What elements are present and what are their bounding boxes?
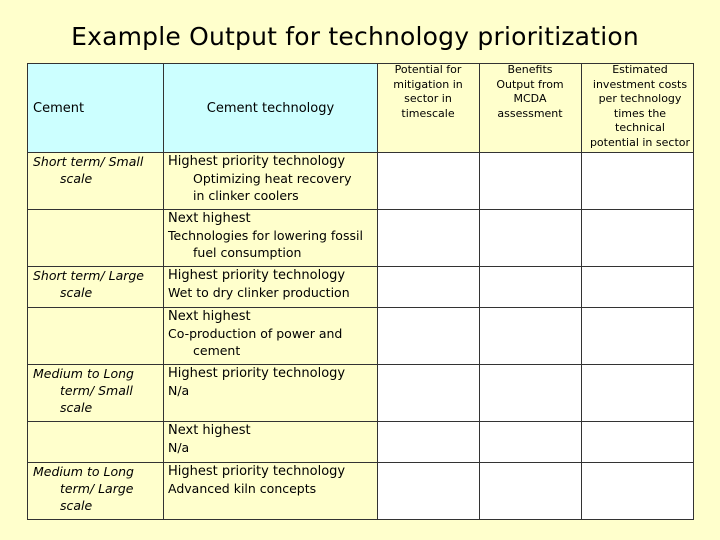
header-investment-costs — [581, 63, 699, 150]
term-cell — [28, 308, 164, 365]
costs-cell — [582, 422, 694, 463]
potential-cell — [378, 463, 480, 520]
table-row — [28, 463, 694, 520]
costs-cell — [582, 153, 694, 210]
term-line: scale — [60, 400, 93, 415]
header-line: MCDA — [513, 92, 547, 105]
term-line: term/ Large — [60, 481, 134, 496]
technology-line: in clinker coolers — [193, 188, 299, 203]
term-line: scale — [60, 498, 93, 513]
technology-heading: Next highest — [168, 211, 251, 226]
page-title: Example Output for technology prioritization — [71, 22, 639, 51]
term-line: Medium to Long — [33, 464, 134, 479]
header-line: sector in — [404, 92, 452, 105]
potential-cell — [378, 422, 480, 463]
term-line: scale — [60, 171, 93, 186]
technology-line: Wet to dry clinker production — [168, 285, 350, 300]
table-row — [28, 308, 694, 365]
term-cell — [28, 267, 164, 308]
header-line: technical — [615, 121, 665, 134]
header-line: potential in sector — [589, 135, 691, 149]
table-row — [28, 267, 694, 308]
technology-cell — [164, 210, 378, 267]
technology-line: Advanced kiln concepts — [168, 481, 317, 496]
technology-cell — [164, 422, 378, 463]
header-line: assessment — [497, 106, 563, 120]
potential-cell — [378, 267, 480, 308]
table-row — [28, 422, 694, 463]
technology-line: N/a — [168, 383, 190, 398]
technology-heading: Highest priority technology — [168, 268, 346, 283]
term-cell — [28, 153, 164, 210]
header-benefits — [479, 63, 581, 121]
header-line: Potential for — [394, 63, 462, 76]
technology-line: cement — [193, 343, 241, 358]
costs-cell — [582, 308, 694, 365]
term-cell — [28, 422, 164, 463]
term-cell — [28, 210, 164, 267]
term-line: Short term/ Small — [33, 154, 144, 169]
header-line: investment costs — [592, 77, 688, 91]
benefits-cell — [480, 422, 582, 463]
potential-cell — [378, 210, 480, 267]
technology-heading: Next highest — [168, 423, 251, 438]
header-line: Estimated — [612, 63, 668, 76]
header-potential — [377, 63, 479, 121]
term-line: scale — [60, 285, 93, 300]
header-line: Output from — [496, 77, 564, 91]
header-cement: Cement — [28, 64, 164, 153]
header-line: timescale — [401, 106, 455, 120]
technology-line: fuel consumption — [193, 245, 302, 260]
technology-line: Optimizing heat recovery — [193, 171, 352, 186]
potential-cell — [378, 308, 480, 365]
technology-cell — [164, 463, 378, 520]
technology-line: Technologies for lowering fossil — [168, 228, 363, 243]
benefits-cell — [480, 463, 582, 520]
technology-cell — [164, 153, 378, 210]
technology-heading: Highest priority technology — [168, 366, 346, 381]
header-cement-technology: Cement technology — [164, 64, 378, 153]
benefits-cell — [480, 267, 582, 308]
costs-cell — [582, 267, 694, 308]
header-line: mitigation in — [393, 77, 463, 91]
technology-cell — [164, 365, 378, 422]
table-row — [28, 365, 694, 422]
column-headers — [377, 63, 702, 158]
table-row — [28, 210, 694, 267]
technology-cell — [164, 267, 378, 308]
term-line: term/ Small — [60, 383, 133, 398]
term-cell — [28, 365, 164, 422]
technology-heading: Highest priority technology — [168, 154, 346, 169]
header-line: times the — [613, 106, 667, 120]
potential-cell — [378, 153, 480, 210]
costs-cell — [582, 463, 694, 520]
table-row — [28, 153, 694, 210]
term-line: Medium to Long — [33, 366, 134, 381]
benefits-cell — [480, 365, 582, 422]
costs-cell — [582, 365, 694, 422]
benefits-cell — [480, 153, 582, 210]
potential-cell — [378, 365, 480, 422]
technology-cell — [164, 308, 378, 365]
technology-heading: Next highest — [168, 309, 251, 324]
technology-line: Co-production of power and — [168, 326, 343, 341]
header-line: Benefits — [507, 63, 553, 76]
term-line: Short term/ Large — [33, 268, 144, 283]
technology-line: N/a — [168, 440, 190, 455]
costs-cell — [582, 210, 694, 267]
term-cell — [28, 463, 164, 520]
technology-heading: Highest priority technology — [168, 464, 346, 479]
benefits-cell — [480, 210, 582, 267]
header-line: per technology — [598, 92, 682, 105]
benefits-cell — [480, 308, 582, 365]
